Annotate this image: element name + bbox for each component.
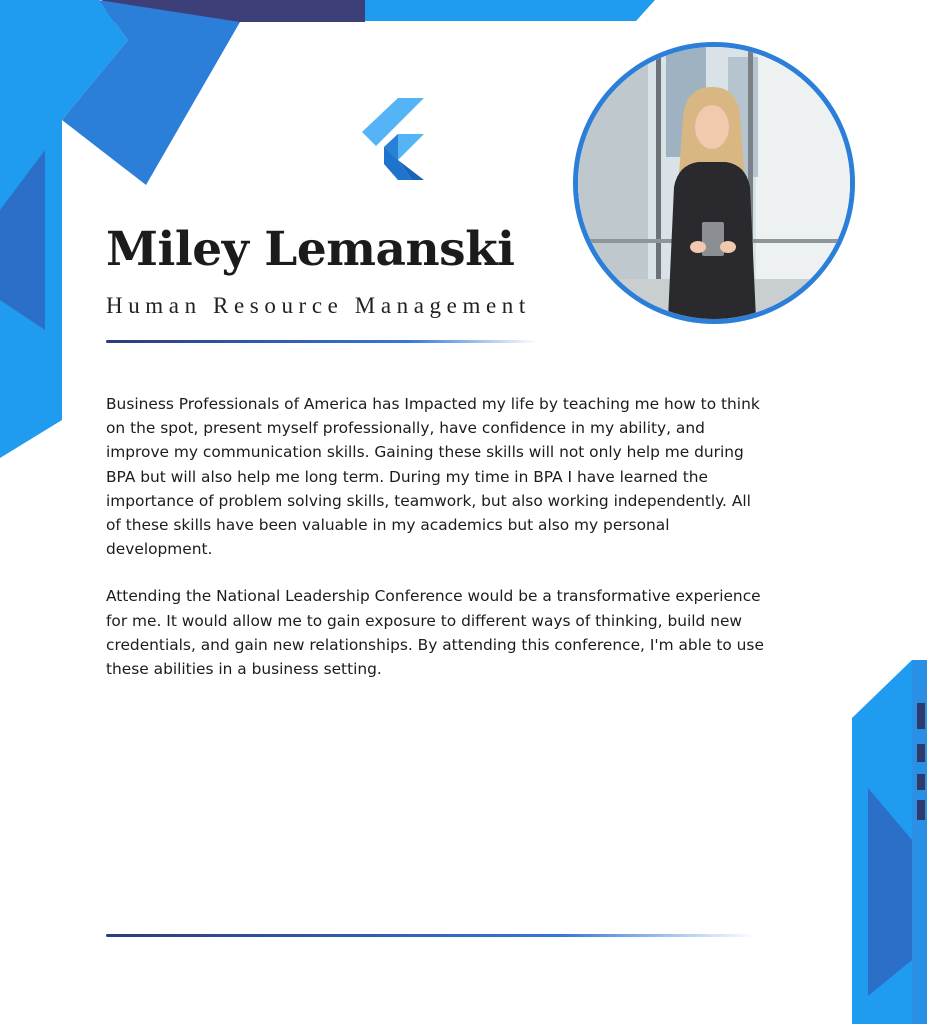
right-dash-marks	[917, 703, 925, 820]
bio-paragraph-1: Business Professionals of America has Impacted my life by teaching me how to think on the spot, present myself professionally, have confidence in my ability, and improve my communication skills. Gaining these skills will not only help me during BPA but will also help me long term. During my time in BPA I have learned the importance of problem solving skills, teamwork, but also working independently. All of these skills have been valuable in my academics but also my personal development.	[106, 395, 760, 559]
profile-title: Human Resource Management	[106, 293, 531, 318]
profile-photo	[573, 42, 855, 324]
top-blue-bar	[365, 0, 655, 21]
flutter-style-logo-icon	[358, 98, 426, 180]
bio-text	[106, 392, 766, 704]
footer-divider	[106, 934, 756, 937]
bio-paragraph-2: Attending the National Leadership Conference would be a transformative experience for me. It would allow me to gain exposure to different ways of thinking, build new credentials, and gain new relationships. By attending this conference, I'm able to use these abilities in a business setting.	[106, 587, 764, 679]
header-divider	[106, 340, 538, 343]
profile-name: Miley Lemanski	[106, 222, 515, 277]
